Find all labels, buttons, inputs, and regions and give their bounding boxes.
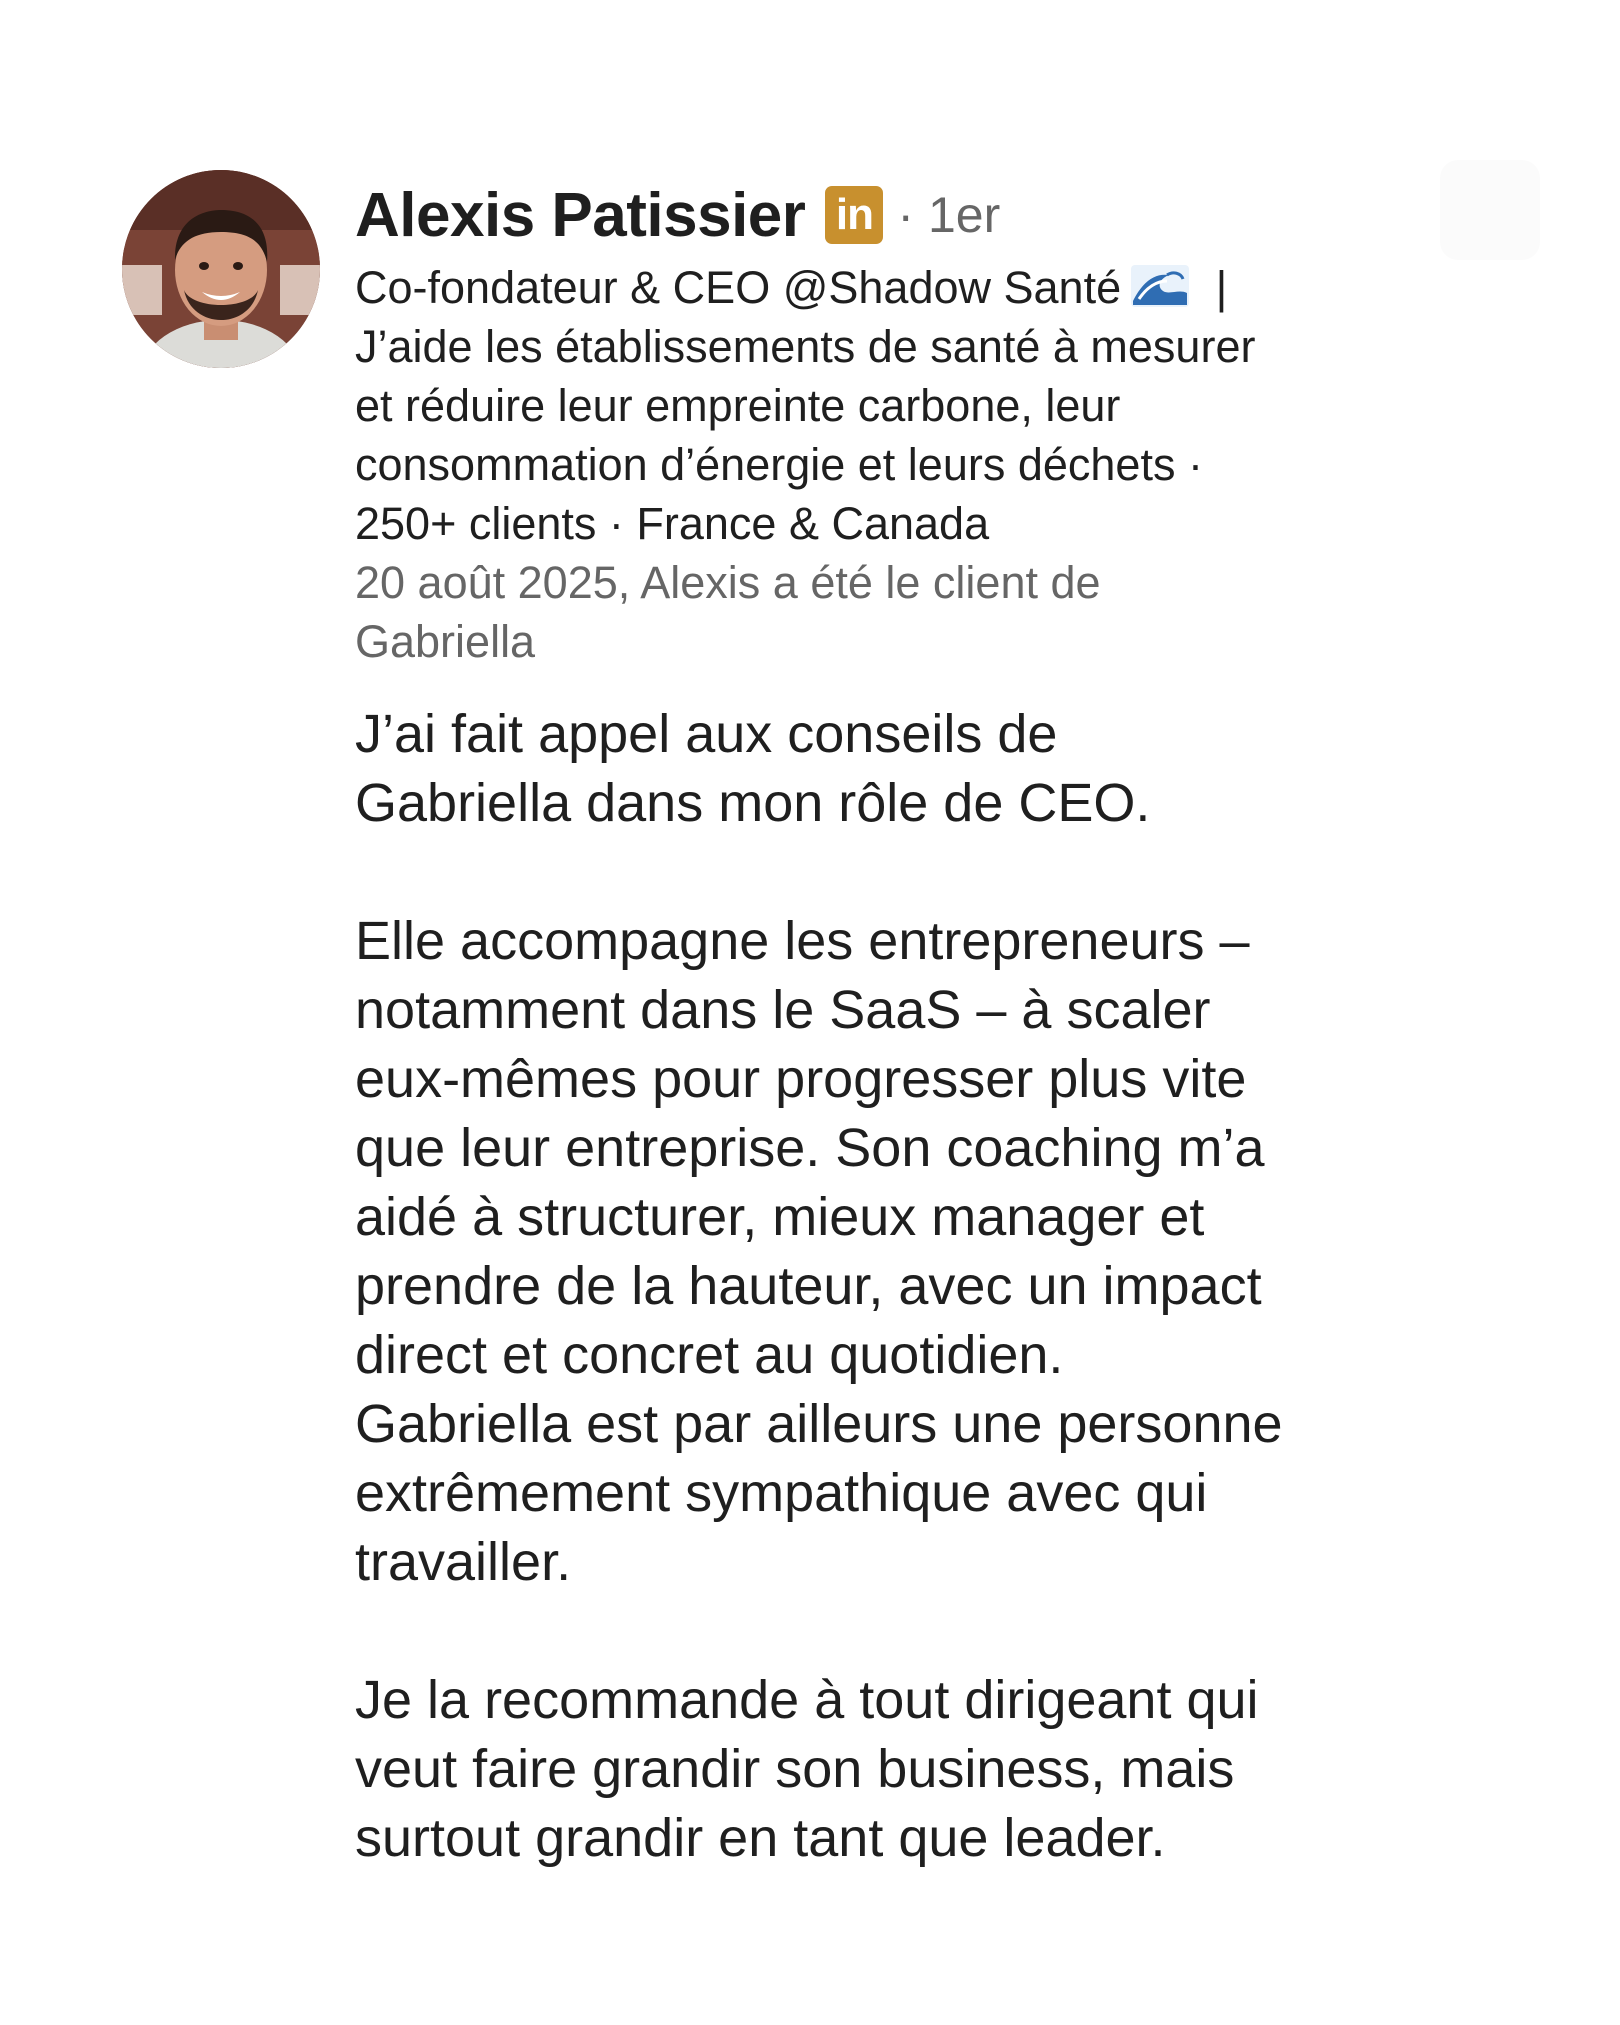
headline-line: 250+ clients · France & Canada [355,498,990,549]
text-line: que leur entreprise. Son coaching m’a [355,1118,1265,1178]
connection-degree: · 1er [897,187,1001,243]
linkedin-premium-icon: in [825,186,883,244]
headline-separator: | [1215,262,1228,313]
headline-line: Co-fondateur & CEO @Shadow Santé | [355,262,1228,313]
text-line: travailler. [355,1532,572,1592]
text-line: notamment dans le SaaS – à scaler [355,980,1211,1040]
wave-emoji-icon [1129,261,1191,311]
text-line: prendre de la hauteur, avec un impact [355,1256,1262,1316]
paragraph-3 [355,1666,1415,1873]
headline-line: J’aide les établissements de santé à mesurer [355,321,1256,372]
text-line: direct et concret au quotidien. [355,1325,1064,1385]
text-line: eux-mêmes pour progresser plus vite [355,1049,1247,1109]
recommendation-text [355,700,1415,1873]
avatar-photo [122,170,320,368]
text-line: Elle accompagne les entrepreneurs – [355,911,1250,971]
text-line: extrêmement sympathique avec qui [355,1463,1208,1523]
author-headline [355,258,1415,553]
author-name[interactable]: Alexis Patissier [355,180,806,250]
headline-line: consommation d’énergie et leurs déchets · [355,439,1203,490]
text-line: Je la recommande à tout dirigeant qui [355,1670,1259,1730]
author-name-row [355,172,1415,258]
meta-line: Gabriella [355,616,536,667]
author-header [355,172,1415,671]
text-line: Gabriella dans mon rôle de CEO. [355,773,1151,833]
text-line: J’ai fait appel aux conseils de [355,704,1058,764]
paragraph-1 [355,700,1415,838]
meta-line: 20 août 2025, Alexis a été le client de [355,557,1101,608]
text-line: veut faire grandir son business, mais [355,1739,1235,1799]
paragraph-2 [355,907,1415,1597]
headline-line: et réduire leur empreinte carbone, leur [355,380,1121,431]
text-line: Gabriella est par ailleurs une personne [355,1394,1283,1454]
text-line: aidé à structurer, mieux manager et [355,1187,1205,1247]
text-line: surtout grandir en tant que leader. [355,1808,1166,1868]
author-avatar[interactable] [122,170,320,368]
recommendation-meta [355,553,1415,671]
overflow-menu-placeholder [1440,160,1540,260]
